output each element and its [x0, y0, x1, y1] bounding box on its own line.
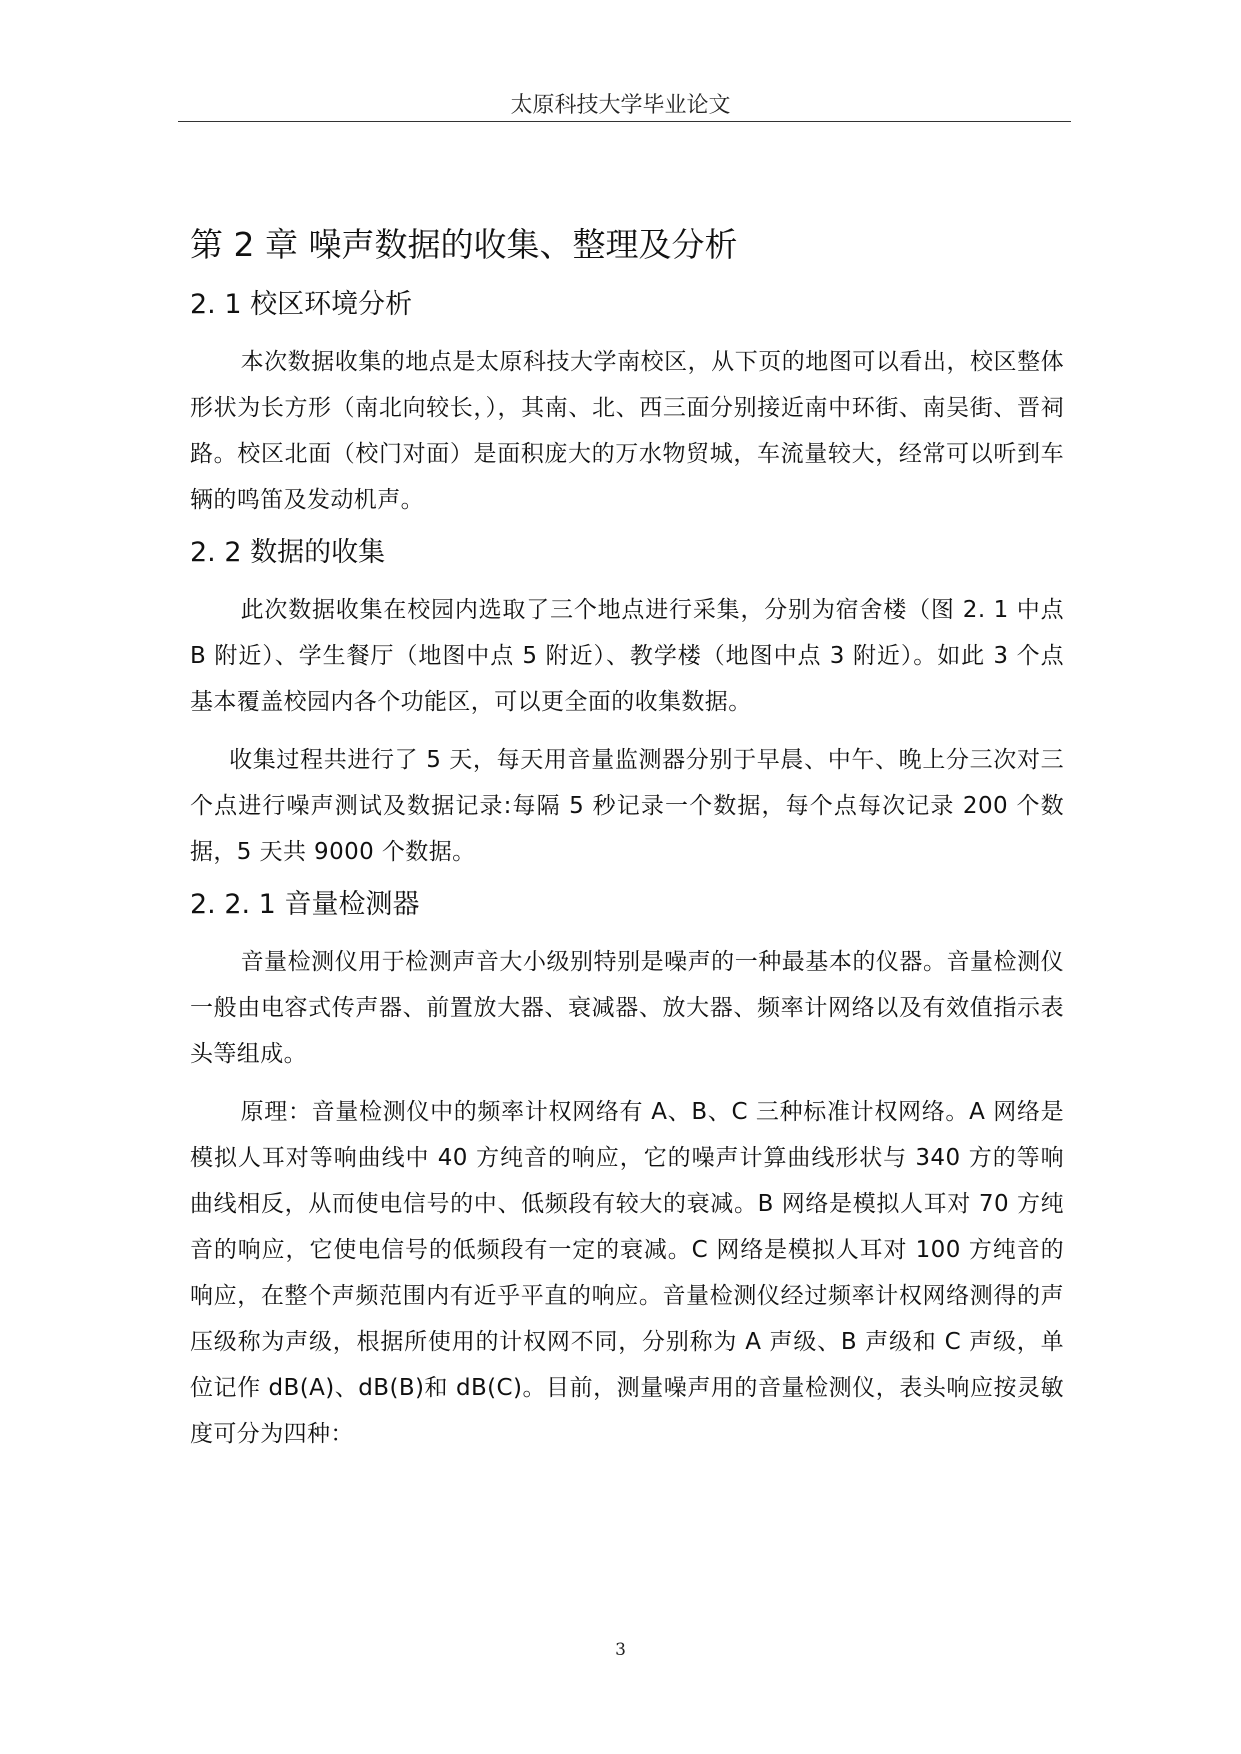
page-number: 3	[615, 1640, 626, 1660]
page-body	[190, 223, 1064, 1469]
paragraph: 本次数据收集的地点是太原科技大学南校区，从下页的地图可以看出，校区整体形状为长方形（南北向较长，），其南、北、西三面分别接近南中环街、南吴街、晋祠路。校区北面（校门对面）是面积庞大的万水物贸城，车流量较大，经常可以听到车辆的鸣笛及发动机声。	[190, 349, 1064, 513]
chapter-title: 第 2 章 噪声数据的收集、整理及分析	[190, 225, 738, 264]
paragraph: 收集过程共进行了 5 天，每天用音量监测器分别于早晨、中午、晚上分三次对三个点进行噪声测试及数据记录:每隔 5 秒记录一个数据，每个点每次记录 200 个数据，5 天共 9000 个数据。	[190, 747, 1064, 865]
section-heading-2-2: 2. 2 数据的收集	[190, 537, 386, 568]
paragraph: 原理：音量检测仪中的频率计权网络有 A、B、C 三种标准计权网络。A 网络是模拟人耳对等响曲线中 40 方纯音的响应，它的噪声计算曲线形状与 340 方的等响曲线相反，从而使电信号的中、低频段有较大的衰减。B 网络是模拟人耳对 70 方纯音的响应，它使电信号的低频段有一定的衰减。C 网络是模拟人耳对 100 方纯音的响应，在整个声频范围内有近乎平直的响应。音量检测仪经过频率计权网络测得的声压级称为声级，根据所使用的计权网不同，分别称为 A 声级、B 声级和 C 声级，单位记作 dB(A)、dB(B)和 dB(C)。目前，测量噪声用的音量检测仪，表头响应按灵敏度可分为四种：	[190, 1099, 1064, 1447]
section-heading-2-1: 2. 1 校区环境分析	[190, 289, 413, 320]
section-heading-2-2-1: 2. 2. 1 音量检测器	[190, 889, 420, 920]
header-divider	[178, 121, 1071, 122]
running-header: 太原科技大学毕业论文	[510, 93, 731, 118]
paragraph: 此次数据收集在校园内选取了三个地点进行采集，分别为宿舍楼（图 2. 1 中点 B 附近）、学生餐厅（地图中点 5 附近）、教学楼（地图中点 3 附近）。如此 3 个点基本覆盖校园内各个功能区，可以更全面的收集数据。	[190, 597, 1064, 715]
paragraph: 音量检测仪用于检测声音大小级别特别是噪声的一种最基本的仪器。音量检测仪一般由电容式传声器、前置放大器、衰减器、放大器、频率计网络以及有效值指示表头等组成。	[190, 949, 1064, 1067]
